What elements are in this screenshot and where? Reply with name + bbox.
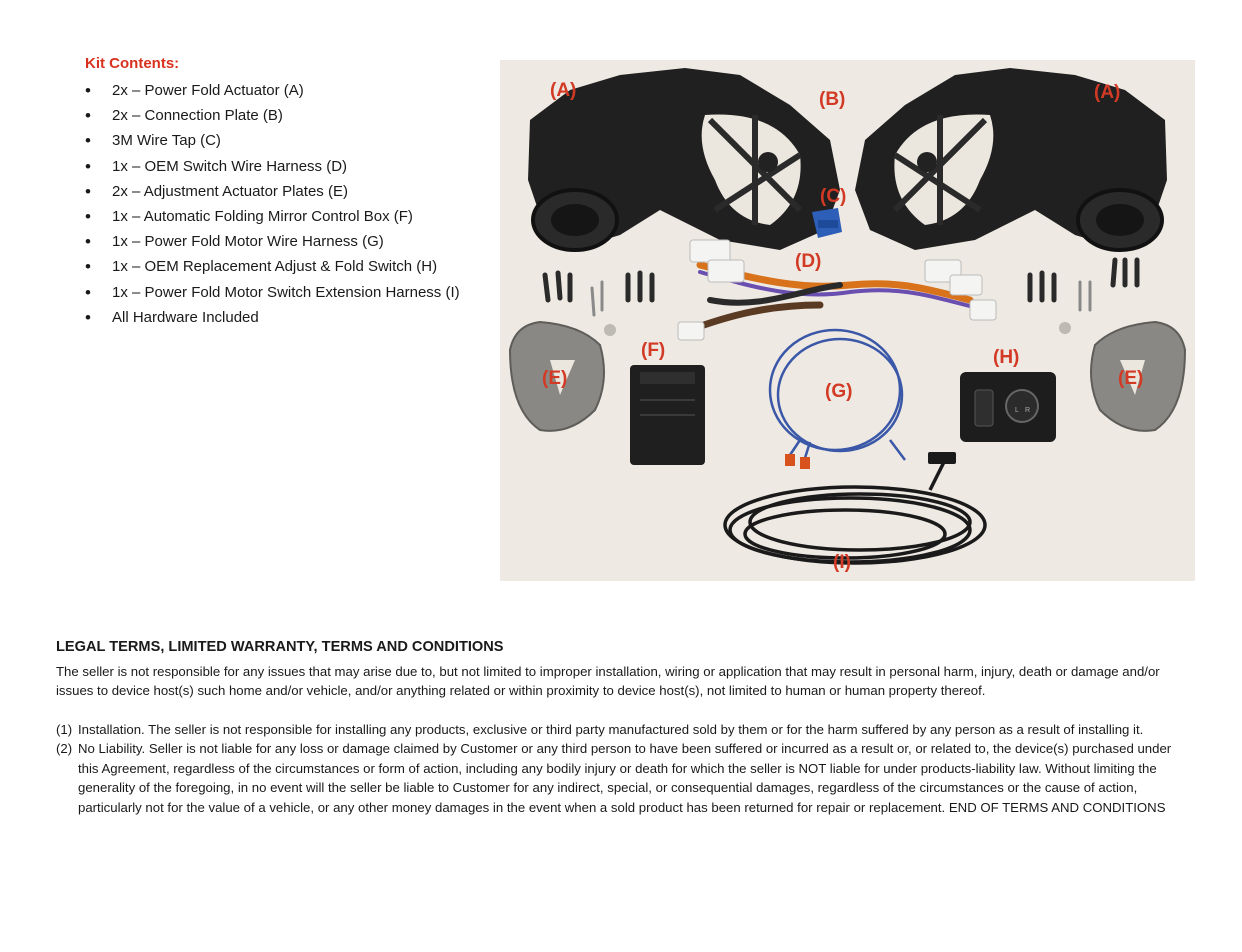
legal-clauses bbox=[56, 720, 1191, 818]
label-e-left: (E) bbox=[542, 368, 568, 389]
kit-photo-illustration bbox=[500, 60, 1195, 581]
switch-right-mark: R bbox=[1025, 407, 1031, 414]
legal-intro: The seller is not responsible for any issues that may arise due to, but not limited to improper installation, wiring or application that may result in personal harm, injury, death or damage and/or issues to device host(s) such home and/or vehicle, and/or anything related or within proximity to device host(s), not limited to human or human property thereof. bbox=[56, 663, 1160, 698]
list-item: • 3M Wire Tap (C) bbox=[85, 128, 485, 153]
label-a-right: (A) bbox=[1094, 82, 1121, 103]
list-item: • 1x – Power Fold Motor Switch Extension Harness (I) bbox=[85, 280, 485, 305]
label-a-left: (A) bbox=[550, 80, 577, 101]
switch-left-mark: L bbox=[1015, 407, 1019, 414]
list-item: • 1x – Automatic Folding Mirror Control Box (F) bbox=[85, 204, 485, 229]
list-item: • 2x – Power Fold Actuator (A) bbox=[85, 78, 485, 103]
label-d: (D) bbox=[795, 251, 822, 272]
legal-clause bbox=[56, 720, 1191, 740]
clause-number: (2) bbox=[56, 741, 73, 756]
control-box bbox=[630, 365, 705, 465]
list-item: • All Hardware Included bbox=[85, 305, 485, 330]
adjust-fold-switch bbox=[960, 372, 1056, 442]
clause-number: (1) bbox=[56, 721, 73, 737]
list-item: • 2x – Connection Plate (B) bbox=[85, 103, 485, 128]
label-c: (C) bbox=[820, 186, 847, 207]
list-item: • 1x – Power Fold Motor Wire Harness (G) bbox=[85, 229, 485, 254]
legal-heading: LEGAL TERMS, LIMITED WARRANTY, TERMS AND CONDITIONS bbox=[56, 639, 504, 655]
label-b: (B) bbox=[819, 89, 846, 110]
kit-contents-list bbox=[85, 78, 485, 330]
label-e-right: (E) bbox=[1118, 368, 1144, 389]
label-i: (I) bbox=[833, 552, 851, 573]
label-g: (G) bbox=[825, 381, 853, 402]
kit-photo bbox=[500, 60, 1195, 581]
list-item: • 2x – Adjustment Actuator Plates (E) bbox=[85, 179, 485, 204]
clause-text: Installation. The seller is not responsible for installing any products, exclusive or third party manufactured sold by them or for the harm suffered by any person as a result of installing it. bbox=[78, 721, 1144, 737]
list-item: • 1x – OEM Replacement Adjust & Fold Switch (H) bbox=[85, 254, 485, 279]
label-h: (H) bbox=[993, 347, 1020, 368]
kit-contents bbox=[85, 55, 485, 330]
legal-terms bbox=[56, 638, 1191, 817]
label-f: (F) bbox=[641, 340, 666, 361]
list-item: • 1x – OEM Switch Wire Harness (D) bbox=[85, 154, 485, 179]
legal-clause bbox=[56, 739, 1191, 817]
clause-text: No Liability. Seller is not liable for any loss or damage claimed by Customer or any third person to have been suffered or incurred as a result or, or related to, the device(s) purchased under this Agreement, regardless of the circumstances or form of action, including any bodily injury or death for which the seller is NOT liable for under products-liability law. Without limiting the generality of the foregoing, in no event will the seller be liable to Customer for any indirect, special, or consequential damages, regardless of the circumstances or the cause of action, particularly not for the value of a vehicle, or any other money damages in the event when a sold product has been returned for repair or replacement. END OF TERMS AND CONDITIONS bbox=[78, 741, 1172, 815]
kit-contents-heading: Kit Contents: bbox=[85, 55, 180, 72]
